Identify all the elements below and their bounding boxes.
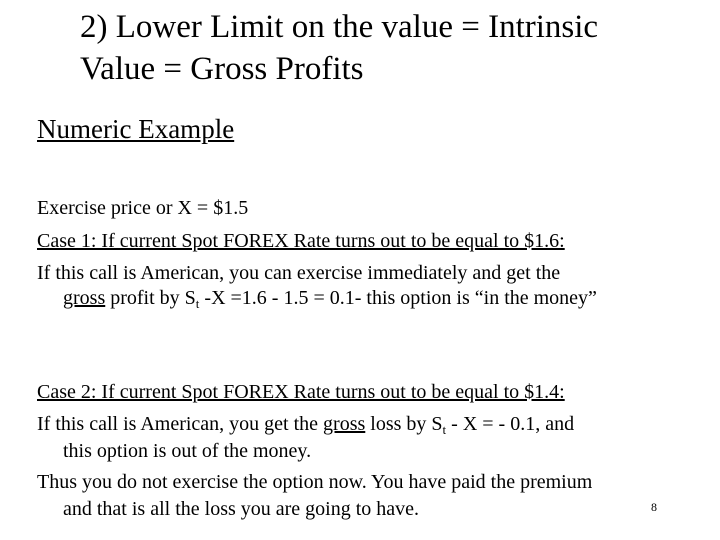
text-fragment: If this call is American, you get the [37, 413, 324, 435]
gross-term: gross [63, 287, 106, 309]
subscript-t: t [442, 422, 447, 437]
title-line-1: 2) Lower Limit on the value = Intrinsic [80, 9, 599, 45]
case-1-heading: Case 1: If current Spot FOREX Rate turns out to be equal to $1.6: [37, 230, 565, 252]
case-2-line-3: Thus you do not exercise the option now. You have paid the premium [37, 471, 593, 493]
case-2-line-2: this option is out of the money. [63, 440, 312, 462]
title-line-2: Value = Gross Profits [80, 51, 364, 87]
slide-title [80, 6, 700, 90]
case-2-line-1 [37, 412, 574, 436]
case-2-heading: Case 2: If current Spot FOREX Rate turns out to be equal to $1.4: [37, 381, 565, 403]
subscript-t: t [195, 296, 200, 311]
text-fragment: -X =1.6 - 1.5 = 0.1- this option is “in the money” [199, 287, 597, 309]
text-fragment: - X = - 0.1, and [446, 413, 575, 435]
section-heading: Numeric Example [37, 114, 235, 144]
case-1-line-1: If this call is American, you can exercise immediately and get the [37, 262, 561, 284]
gross-term: gross [323, 413, 366, 435]
text-fragment: loss by S [365, 413, 443, 435]
case-2-line-4: and that is all the loss you are going to have. [63, 498, 420, 520]
text-fragment: profit by S [105, 287, 196, 309]
page-number: 8 [651, 500, 657, 514]
exercise-price-line: Exercise price or X = $1.5 [37, 197, 249, 219]
case-1-line-2 [63, 286, 597, 310]
